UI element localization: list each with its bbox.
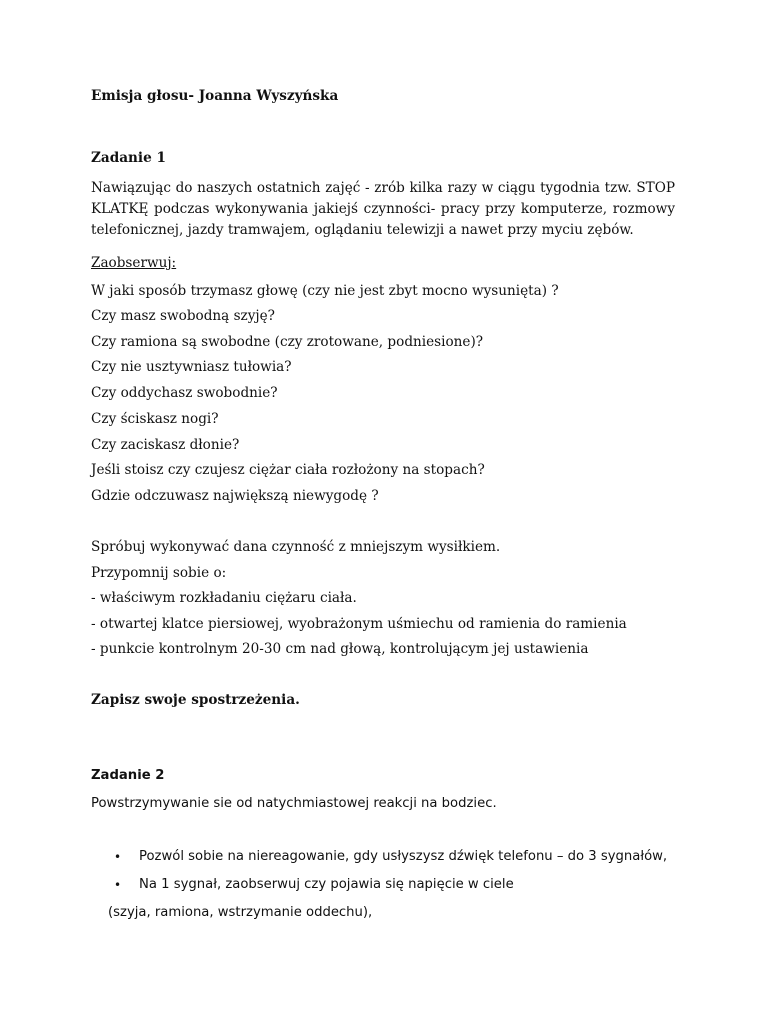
reminder-item: - otwartej klatce piersiowej, wyobrażonym uśmiechu od ramienia do ramienia (91, 616, 627, 632)
question-item: Czy ściskasz nogi? (91, 411, 219, 427)
remind-label: Przypomnij sobie o: (91, 565, 227, 581)
question-item: Czy nie usztywniasz tułowia? (91, 359, 292, 375)
question-item: W jaki sposób trzymasz głowę (czy nie jest zbyt mocno wysunięta) ? (91, 283, 559, 299)
question-item: Czy ramiona są swobodne (czy zrotowane, podniesione)? (91, 334, 484, 350)
question-item: Czy masz swobodną szyję? (91, 308, 275, 324)
task2-heading: Zadanie 2 (91, 768, 165, 783)
question-item: Czy oddychasz swobodnie? (91, 385, 278, 401)
task1-heading: Zadanie 1 (91, 150, 166, 166)
bullet-marker: • (114, 850, 122, 864)
task1-note: Zapisz swoje spostrzeżenia. (91, 692, 300, 708)
task2-intro: Powstrzymywanie sie od natychmiastowej reakcji na bodziec. (91, 796, 497, 811)
reminder-item: - punkcie kontrolnym 20-30 cm nad głową, kontrolującym jej ustawienia (91, 641, 589, 657)
try-text: Spróbuj wykonywać dana czynność z mniejszym wysiłkiem. (91, 539, 501, 555)
question-item: Czy zaciskasz dłonie? (91, 437, 240, 453)
bullet-marker: • (114, 878, 122, 892)
question-item: Gdzie odczuwasz największą niewygodę ? (91, 488, 379, 504)
bullet-item: Na 1 sygnał, zaobserwuj czy pojawia się napięcie w ciele (139, 877, 514, 892)
question-item: Jeśli stoisz czy czujesz ciężar ciała rozłożony na stopach? (91, 462, 485, 478)
bullet-continuation: (szyja, ramiona, wstrzymanie oddechu), (108, 905, 373, 920)
reminder-item: - właściwym rozkładaniu ciężaru ciała. (91, 590, 357, 606)
observe-label: Zaobserwuj: (91, 255, 177, 271)
document-title: Emisja głosu- Joanna Wyszyńska (91, 88, 339, 104)
bullet-item: Pozwól sobie na niereagowanie, gdy usłyszysz dźwięk telefonu – do 3 sygnałów, (139, 849, 668, 864)
task1-intro: Nawiązując do naszych ostatnich zajęć - zrób kilka razy w ciągu tygodnia tzw. STOP KLATKĘ podczas wykonywania jakiejś czynności- pracy przy komputerze, rozmowy telefonicznej, jazdy tramwajem, oglądaniu telewizji a nawet przy myciu zębów. (91, 180, 675, 238)
